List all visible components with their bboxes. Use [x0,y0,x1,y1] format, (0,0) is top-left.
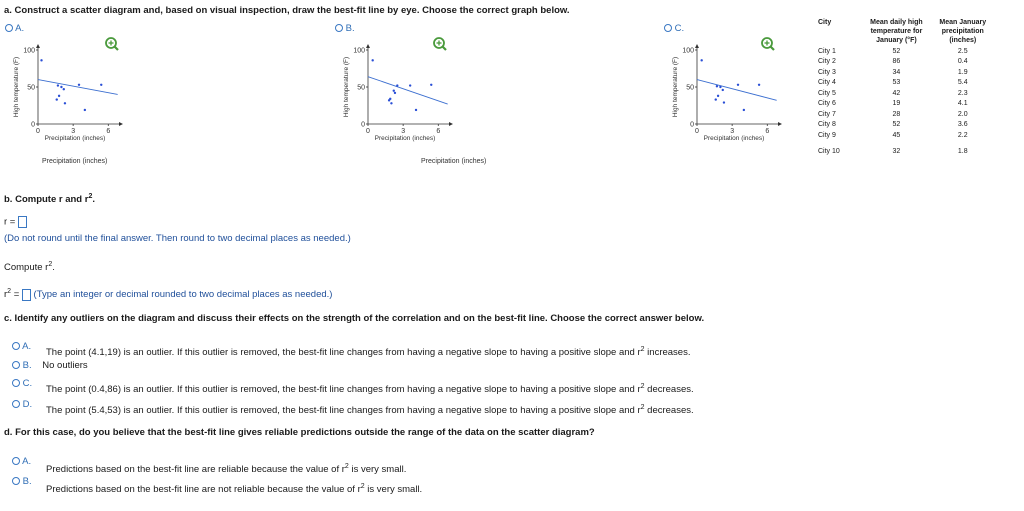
x-tick-label: 6 [106,128,111,135]
precipitation-cell: 2.0 [957,110,968,118]
scatter-plot-a [8,44,128,144]
precipitation-cell: 2.5 [957,47,968,55]
x-tick-label: 0 [695,128,699,135]
x-tick-label: 3 [730,128,735,135]
precipitation-cell: 1.8 [957,147,968,155]
r-label: r = [4,216,16,228]
radio-button[interactable] [12,477,20,485]
precipitation-cell: 3.6 [957,121,968,128]
x-tick-label: 0 [366,128,370,135]
y-axis-arrow [366,44,370,48]
header-city: City [818,19,832,26]
table-row [806,140,996,156]
y-axis-arrow [36,44,40,48]
city-cell: City 1 [818,47,836,55]
temperature-cell: 86 [892,58,901,65]
data-point [716,85,718,87]
scatter-plot-b [338,44,458,144]
option-a-graph[interactable] [5,23,24,35]
y-tick-label: 100 [353,47,365,55]
x-tick-label: 6 [765,128,770,135]
part-d-question: d. For this case, do you believe that the best-fit line gives reliable predictions outside the range of the data on the scatter diagram? [4,427,595,438]
y-tick-label: 0 [690,121,694,129]
scatter-plot-c [667,44,787,144]
data-point [63,88,65,90]
city-cell: City 7 [818,110,836,118]
precipitation-cell: 2.3 [957,89,968,97]
temperature-cell: 42 [892,89,901,97]
compute-r2-label: Compute $r^2$. [4,261,55,274]
option-d-a-text: Predictions based on the best-fit line are reliable because the value of $r^2$ is very small. [46,463,407,476]
option-d-b[interactable]: B. [12,476,32,488]
data-point [743,109,745,111]
radio-button[interactable] [664,24,672,32]
part-c-question: c. Identify any outliers on the diagram and discuss their effects on the strength of the correlation and on the best-fit line. Choose the correct answer below. [4,313,705,324]
data-point [700,59,702,61]
x-axis-label: Precipitation (inches) [44,135,106,142]
data-point [715,98,717,100]
data-point [84,109,86,111]
data-point [719,86,721,88]
table-row [806,108,996,119]
x-axis-arrow [449,122,453,126]
data-point [415,109,417,111]
y-axis-label: High temperature (F) [13,56,20,118]
x-tick-label: 3 [71,128,76,135]
table-row [806,87,996,98]
part-a-question: a. Construct a scatter diagram and, based on visual inspection, draw the best-fit line by eye. Choose the correct graph below. [4,5,570,16]
data-point [64,102,66,104]
data-table [806,18,996,156]
graph-b-caption: Precipitation (inches) [421,158,487,165]
data-point [394,92,396,94]
radio-button[interactable] [12,457,20,465]
x-axis-arrow [778,122,782,126]
city-cell: City 6 [818,100,836,107]
option-c-b[interactable]: B. No outliers [12,360,88,372]
y-tick-label: 50 [27,84,35,92]
data-point [758,84,760,86]
y-tick-label: 0 [31,121,35,129]
radio-button[interactable] [12,379,20,387]
data-point [717,95,719,97]
data-point [78,84,80,86]
option-c-a[interactable]: A. [12,341,31,353]
y-tick-label: 50 [686,84,694,92]
option-c-c-text: The point (0.4,86) is an outlier. If this outlier is removed, the best-fit line changes from having a negative slope to having a positive slope and $r^2$ decreases. [46,383,694,396]
r-input[interactable] [18,216,27,228]
data-point [722,89,724,91]
r2-input[interactable] [22,289,31,301]
data-point [57,84,59,86]
precipitation-cell: 5.4 [957,79,968,86]
table-row [806,45,996,56]
y-tick-label: 100 [682,47,694,55]
best-fit-line [368,77,448,104]
best-fit-line [697,80,777,101]
data-point [388,99,390,101]
radio-button[interactable] [12,342,20,350]
data-point [60,86,62,88]
temperature-cell: 34 [892,68,901,76]
precipitation-cell: 4.1 [957,100,968,107]
part-b-heading: b. Compute r and $r^2$. [4,193,95,206]
y-axis-label: High temperature (F) [672,56,679,118]
option-c-d-text: The point (5.4,53) is an outlier. If this outlier is removed, the best-fit line changes from having a negative slope to having a positive slope and $r^2$ decreases. [46,404,694,417]
y-axis-label: High temperature (F) [343,56,350,118]
x-tick-label: 0 [36,128,40,135]
city-cell: City 3 [818,68,836,76]
option-b-graph[interactable] [335,23,355,35]
data-point [737,84,739,86]
radio-button[interactable] [335,24,343,32]
y-tick-label: 100 [23,47,35,55]
precipitation-cell: 0.4 [957,58,968,65]
r2-answer-row: $r^2$ = (Type an integer or decimal rounded to two decimal places as needed.) [4,288,333,301]
city-cell: City 5 [818,89,836,97]
temperature-cell: 19 [892,100,901,107]
header-temperature: Mean daily high temperature for January (°F) [870,19,923,44]
option-letter: C. [674,23,685,34]
city-cell: City 2 [818,58,836,65]
data-point [56,98,58,100]
temperature-cell: 32 [892,147,901,155]
option-letter: A. [15,23,25,34]
data-point [40,59,42,61]
y-tick-label: 50 [357,84,365,92]
data-point [409,84,411,86]
option-letter: B. [345,23,355,34]
table-row [806,77,996,88]
temperature-cell: 53 [892,79,901,86]
data-point [390,102,392,104]
data-point [396,84,398,86]
table-row [806,98,996,109]
temperature-cell: 45 [892,131,901,139]
y-axis-arrow [695,44,699,48]
precipitation-cell: 1.9 [957,68,968,76]
temperature-cell: 52 [892,47,901,55]
option-d-b-text: Predictions based on the best-fit line are not reliable because the value of $r^2$ is very small. [46,483,423,496]
data-point [723,101,725,103]
data-point [371,59,373,61]
best-fit-line [38,80,118,95]
precipitation-cell: 2.2 [957,131,968,139]
option-c-graph[interactable] [664,23,684,35]
data-point [58,95,60,97]
data-point [430,84,432,86]
r2-hint: (Type an integer or decimal rounded to two decimal places as needed.) [33,289,333,301]
table-row [806,56,996,67]
x-axis-label: Precipitation (inches) [374,135,436,142]
option-d-a[interactable]: A. [12,456,31,468]
r-answer-row [4,216,27,229]
radio-button[interactable] [12,361,20,369]
radio-button[interactable] [5,24,13,32]
table-row [806,129,996,140]
temperature-cell: 28 [892,110,901,118]
table-row [806,119,996,130]
graph-a-caption: Precipitation (inches) [42,158,108,165]
data-point [393,90,395,92]
option-c-d[interactable]: D. [12,399,32,411]
data-point [100,84,102,86]
r-hint: (Do not round until the final answer. Then round to two decimal places as needed.) [4,233,351,244]
table-row [806,66,996,77]
option-c-c[interactable]: C. [12,378,32,390]
city-cell: City 10 [818,147,840,155]
x-axis-label: Precipitation (inches) [703,135,765,142]
temperature-cell: 52 [892,121,901,128]
option-c-a-text: The point (4.1,19) is an outlier. If this outlier is removed, the best-fit line changes from having a negative slope to having a positive slope and $r^2$ increases. [46,346,691,359]
x-tick-label: 3 [401,128,406,135]
radio-button[interactable] [12,400,20,408]
header-precipitation: Mean January precipitation (inches) [939,19,987,44]
city-cell: City 4 [818,79,836,86]
city-cell: City 9 [818,131,836,139]
city-cell: City 8 [818,121,836,128]
x-axis-arrow [119,122,123,126]
x-tick-label: 6 [436,128,441,135]
y-tick-label: 0 [361,121,365,129]
